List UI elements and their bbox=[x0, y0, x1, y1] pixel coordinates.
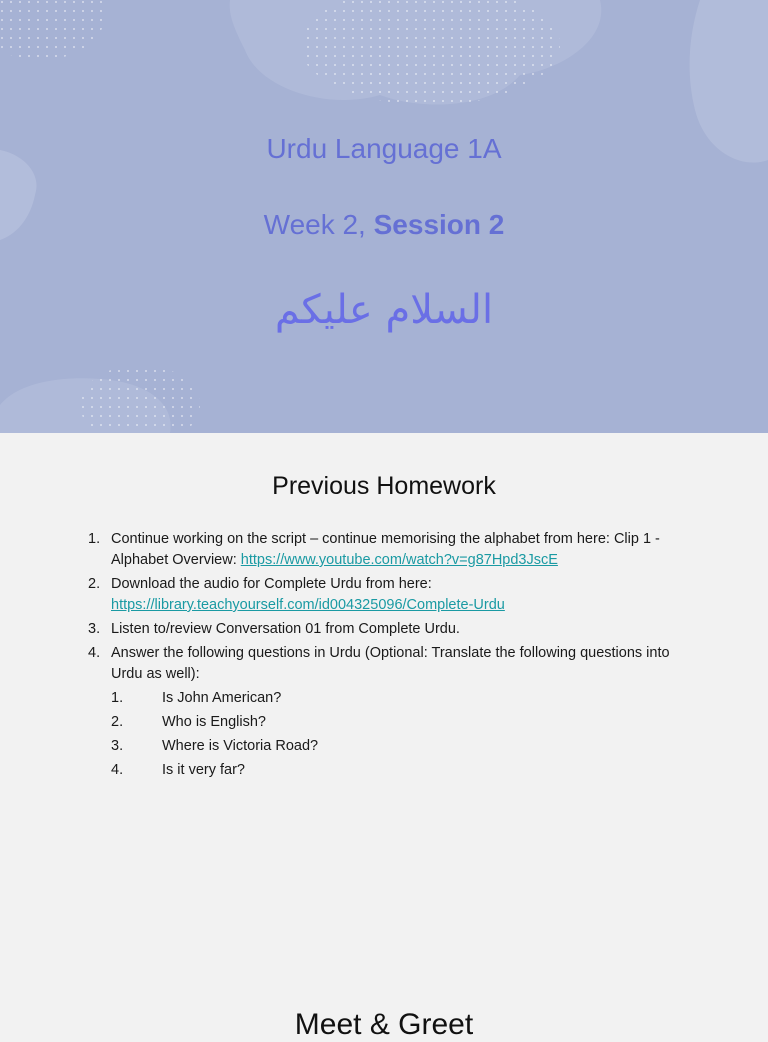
item-number: 2. bbox=[88, 576, 101, 592]
course-title: Urdu Language 1A bbox=[266, 133, 502, 164]
question-text: Who is English? bbox=[162, 714, 266, 730]
urdu-greeting: السلام علیکم bbox=[274, 287, 494, 333]
item-number: 1. bbox=[88, 531, 101, 547]
question-text: Is John American? bbox=[162, 690, 282, 706]
item-text: Download the audio for Complete Urdu from here: bbox=[111, 576, 432, 592]
item-text: Answer the following questions in Urdu (Optional: Translate the following questions into Urdu as well): bbox=[111, 645, 670, 682]
title-slide bbox=[0, 0, 768, 433]
item-text: Listen to/review Conversation 01 from Complete Urdu. bbox=[111, 621, 460, 637]
question-number: 2. bbox=[111, 714, 124, 730]
week-label: Week 2, bbox=[263, 209, 374, 240]
item-number: 4. bbox=[88, 645, 101, 661]
question-number: 1. bbox=[111, 690, 124, 706]
list-item bbox=[88, 529, 673, 571]
question-item bbox=[111, 688, 673, 709]
homework-slide bbox=[0, 433, 768, 1024]
question-number: 4. bbox=[111, 762, 124, 778]
item-number: 3. bbox=[88, 621, 101, 637]
list-item bbox=[88, 574, 673, 616]
item-text: Continue working on the script – continue memorising the alphabet from here: Clip 1 - Alphabet Overview: bbox=[111, 531, 660, 568]
question-text: Is it very far? bbox=[162, 762, 245, 778]
next-slide-title: Meet & Greet bbox=[294, 1008, 474, 1041]
homework-list bbox=[88, 529, 673, 784]
list-item bbox=[88, 643, 673, 781]
question-text: Where is Victoria Road? bbox=[162, 738, 319, 754]
list-item bbox=[88, 619, 673, 640]
questions-list bbox=[111, 688, 673, 781]
question-item bbox=[111, 736, 673, 757]
question-item bbox=[111, 760, 673, 781]
question-item bbox=[111, 712, 673, 733]
session-title bbox=[0, 209, 768, 241]
question-number: 3. bbox=[111, 738, 124, 754]
session-label: Session 2 bbox=[373, 209, 505, 240]
library-link[interactable]: https://library.teachyourself.com/id004325096/Complete-Urdu bbox=[111, 597, 505, 613]
youtube-link[interactable]: https://www.youtube.com/watch?v=g87Hpd3JscE bbox=[240, 552, 558, 568]
homework-heading: Previous Homework bbox=[272, 472, 496, 500]
